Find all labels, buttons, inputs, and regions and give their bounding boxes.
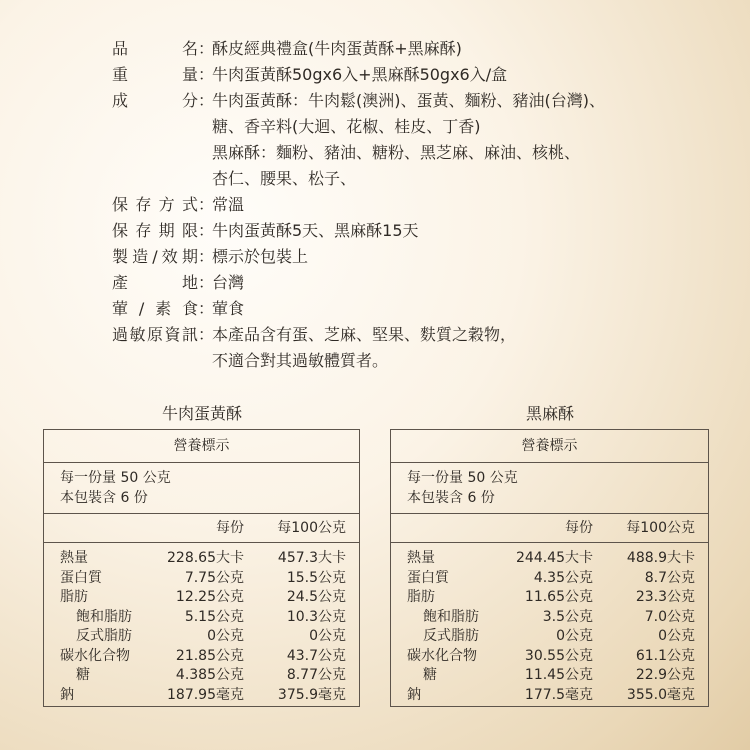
nutrition-rows (44, 543, 359, 705)
column-headers (44, 514, 359, 543)
info-label: 成 分 (112, 91, 198, 110)
info-row-storage: 保 存 方 式 ： 常溫 (112, 192, 732, 218)
nutrient-row (44, 666, 359, 686)
ingredients-continued: 黑麻酥：麵粉、豬油、糖粉、黑芝麻、麻油、核桃、 (212, 143, 581, 162)
nutrient-per-serving: 4.385公克 (175, 667, 244, 683)
nutrient-per-serving: 7.75公克 (184, 569, 244, 586)
info-label: 保 存 期 限 (112, 221, 198, 240)
nutrient-name: 反式脂肪 (423, 628, 479, 644)
nutrient-per-serving: 177.5毫克 (524, 686, 593, 703)
nutrient-per-serving: 0公克 (207, 628, 244, 644)
ingredients-continued: 糖、香辛料(大迴、花椒、桂皮、丁香) (212, 117, 481, 136)
info-value: 牛肉蛋黃酥5天、黑麻酥15天 (212, 221, 419, 240)
nutrition-header: 營養標示 (44, 430, 359, 463)
nutrient-row (391, 666, 708, 686)
nutrient-per-100g: 488.9大卡 (626, 550, 695, 566)
nutrient-row (391, 627, 708, 647)
nutrient-name: 脂肪 (407, 589, 435, 605)
nutrient-name: 熱量 (407, 550, 435, 566)
info-row-dates: 製 造 / 效 期 ： 標示於包裝上 (112, 244, 732, 270)
product-title: 黑麻酥 (525, 404, 574, 423)
nutrient-per-100g: 24.5公克 (286, 589, 346, 605)
nutrient-name: 鈉 (60, 686, 74, 703)
nutrient-name: 碳水化合物 (60, 647, 130, 664)
info-value: 牛肉蛋黃酥：牛肉鬆(澳洲)、蛋黃、麵粉、豬油(台灣)、 (212, 91, 605, 110)
info-label: 產 地 (112, 273, 198, 292)
nutrient-name: 脂肪 (60, 589, 88, 605)
nutrient-per-100g: 15.5公克 (286, 569, 346, 586)
nutrient-row (391, 569, 708, 589)
nutrition-header: 營養標示 (391, 430, 708, 463)
nutrient-name: 碳水化合物 (407, 647, 477, 664)
info-value: 常溫 (212, 195, 245, 214)
nutrient-row (391, 647, 708, 667)
nutrient-name: 熱量 (60, 550, 88, 566)
nutrient-name: 蛋白質 (407, 569, 449, 586)
info-label: 重 量 (112, 65, 198, 84)
allergen-continued: 不適合對其過敏體質者。 (212, 351, 389, 370)
col-per-serving: 每份 (216, 520, 244, 536)
nutrient-per-100g: 61.1公克 (635, 647, 695, 664)
ingredients-continued: 杏仁、腰果、松子、 (212, 169, 357, 188)
info-row-name: 品 名 ： 酥皮經典禮盒(牛肉蛋黃酥+黑麻酥) (112, 36, 732, 62)
info-label: 葷 / 素 食 (112, 299, 198, 318)
nutrient-row (391, 686, 708, 706)
serving-size: 每一份量 50 公克 (407, 470, 518, 486)
serving-size: 每一份量 50 公克 (60, 470, 171, 486)
nutrient-per-100g: 0公克 (309, 628, 346, 644)
info-value: 牛肉蛋黃酥50gx6入+黑麻酥50gx6入/盒 (212, 65, 508, 84)
info-value: 標示於包裝上 (212, 247, 309, 266)
nutrient-name: 反式脂肪 (76, 628, 132, 644)
nutrient-per-serving: 5.15公克 (184, 608, 244, 625)
col-per-serving: 每份 (565, 520, 593, 536)
nutrient-per-100g: 22.9公克 (635, 667, 695, 683)
info-row-shelf-life: 保 存 期 限 ： 牛肉蛋黃酥5天、黑麻酥15天 (112, 218, 732, 244)
nutrient-name: 飽和脂肪 (423, 608, 479, 625)
col-per-100g: 每100公克 (277, 520, 346, 536)
nutrient-per-serving: 11.65公克 (524, 589, 593, 605)
servings-per-package: 本包裝含 6 份 (60, 490, 148, 506)
product-info (112, 36, 732, 374)
product-title: 牛肉蛋黃酥 (161, 404, 242, 423)
nutrient-per-100g: 10.3公克 (286, 608, 346, 625)
nutrient-per-serving: 11.45公克 (524, 667, 593, 683)
info-label: 製 造 / 效 期 (112, 247, 198, 266)
nutrient-per-serving: 228.65大卡 (167, 550, 244, 566)
nutrient-per-100g: 457.3大卡 (277, 550, 346, 566)
col-per-100g: 每100公克 (626, 520, 695, 536)
info-value: 酥皮經典禮盒(牛肉蛋黃酥+黑麻酥) (212, 39, 462, 58)
serving-info (391, 463, 708, 514)
nutrient-per-100g: 23.3公克 (635, 589, 695, 605)
nutrient-row (44, 647, 359, 667)
nutrient-per-100g: 0公克 (658, 628, 695, 644)
nutrient-per-serving: 0公克 (556, 628, 593, 644)
nutrient-per-100g: 43.7公克 (286, 647, 346, 664)
servings-per-package: 本包裝含 6 份 (407, 490, 495, 506)
info-row-origin: 產 地 ： 台灣 (112, 270, 732, 296)
info-label: 品 名 (112, 39, 198, 58)
column-headers (391, 514, 708, 543)
nutrient-per-serving: 244.45大卡 (516, 550, 593, 566)
nutrient-row (391, 608, 708, 628)
nutrient-name: 飽和脂肪 (76, 608, 132, 625)
nutrient-per-100g: 8.77公克 (286, 667, 346, 683)
info-value: 台灣 (212, 273, 245, 292)
nutrient-name: 糖 (423, 667, 437, 683)
nutrient-row (391, 549, 708, 569)
nutrient-row (44, 686, 359, 706)
nutrition-rows (391, 543, 708, 705)
info-row-weight: 重 量 ： 牛肉蛋黃酥50gx6入+黑麻酥50gx6入/盒 (112, 62, 732, 88)
nutrient-name: 鈉 (407, 686, 421, 703)
info-row-diet: 葷 / 素 食 ： 葷食 (112, 296, 732, 322)
serving-info (44, 463, 359, 514)
nutrient-per-100g: 355.0毫克 (626, 686, 695, 703)
nutrient-row (44, 627, 359, 647)
info-row-allergen: 過 敏 原 資 訊 ： 本產品含有蛋、芝麻、堅果、麩質之穀物， (112, 322, 732, 348)
nutrient-per-serving: 30.55公克 (524, 647, 593, 664)
nutrient-per-serving: 21.85公克 (175, 647, 244, 664)
nutrient-per-100g: 375.9毫克 (277, 686, 346, 703)
nutrient-per-100g: 8.7公克 (644, 569, 695, 586)
nutrition-table (43, 429, 360, 707)
nutrient-per-serving: 12.25公克 (175, 589, 244, 605)
info-value: 本產品含有蛋、芝麻、堅果、麩質之穀物， (212, 325, 517, 344)
info-label: 保 存 方 式 (112, 195, 198, 214)
info-row-ingredients: 成 分 ： 牛肉蛋黃酥：牛肉鬆(澳洲)、蛋黃、麵粉、豬油(台灣)、 (112, 88, 732, 114)
nutrient-per-serving: 4.35公克 (533, 569, 593, 586)
info-label: 過 敏 原 資 訊 (112, 325, 198, 344)
nutrient-row (44, 569, 359, 589)
nutrient-name: 糖 (76, 667, 90, 683)
nutrient-per-serving: 187.95毫克 (167, 686, 244, 703)
nutrient-per-serving: 3.5公克 (542, 608, 593, 625)
nutrition-table (390, 429, 709, 707)
nutrient-row (44, 588, 359, 608)
info-value: 葷食 (212, 299, 245, 318)
nutrient-row (44, 608, 359, 628)
nutrient-name: 蛋白質 (60, 569, 102, 586)
nutrient-per-100g: 7.0公克 (644, 608, 695, 625)
nutrient-row (44, 549, 359, 569)
nutrient-row (391, 588, 708, 608)
